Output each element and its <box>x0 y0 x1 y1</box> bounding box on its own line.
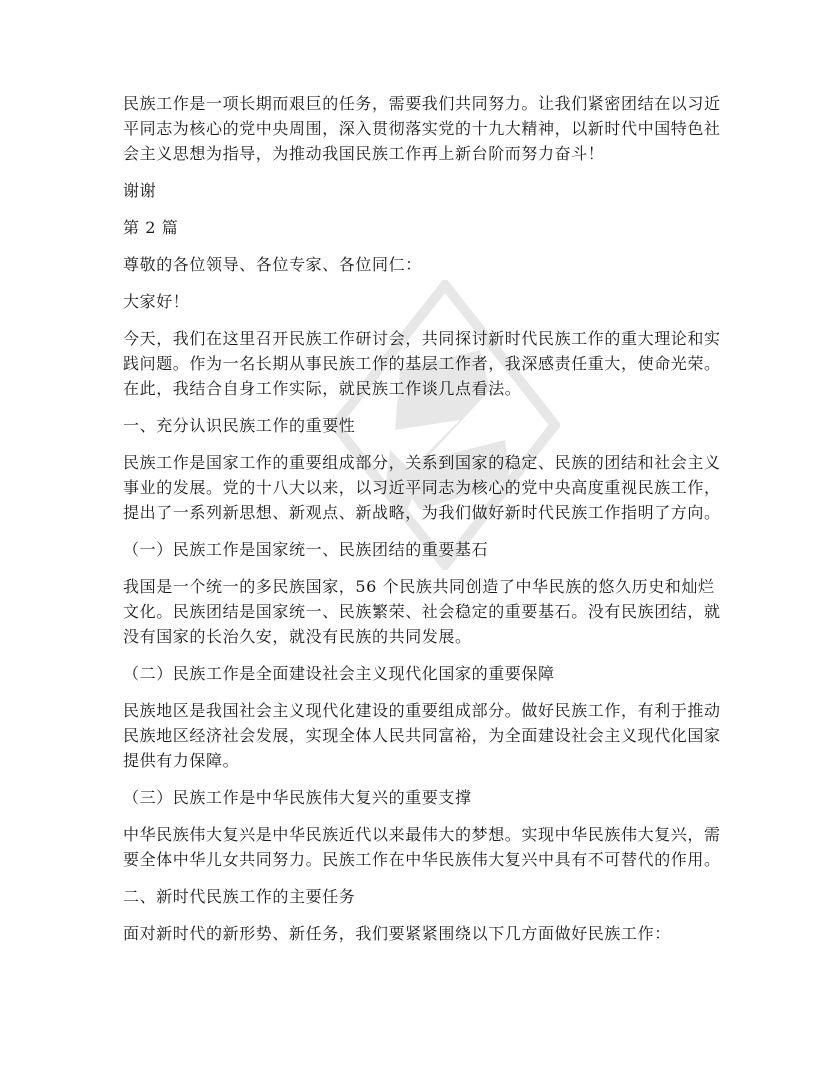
body-paragraph <box>123 921 709 946</box>
closing-text <box>123 178 709 203</box>
text-line: 平同志为核心的党中央周围，深入贯彻落实党的十九大精神，以新时代中国特色社 <box>123 119 721 138</box>
text-line: 二、新时代民族工作的主要任务 <box>123 887 356 906</box>
text-line: 一、充分认识民族工作的重要性 <box>123 416 356 435</box>
text-line: 民族地区是我国社会主义现代化建设的重要组成部分。做好民族工作，有利于推动 <box>123 701 721 720</box>
text-line: （三）民族工作是中华民族伟大复兴的重要支撑 <box>123 788 472 807</box>
text-line: 提供有力保障。 <box>123 751 240 770</box>
text-line: 今天，我们在这里召开民族工作研讨会，共同探讨新时代民族工作的重大理论和实 <box>123 329 721 348</box>
text-line: 面对新时代的新形势、新任务，我们要紧紧围绕以下几方面做好民族工作： <box>123 924 671 943</box>
text-line: （一）民族工作是国家统一、民族团结的重要基石 <box>123 540 489 559</box>
salutation <box>123 252 709 277</box>
text-line: 提出了一系列新思想、新观点、新战略，为我们做好新时代民族工作指明了方向。 <box>123 503 721 522</box>
body-paragraph <box>123 91 721 166</box>
text-line: 中华民族伟大复兴是中华民族近代以来最伟大的梦想。实现中华民族伟大复兴，需 <box>123 825 721 844</box>
body-paragraph <box>123 822 721 872</box>
section-heading <box>123 884 709 909</box>
body-paragraph <box>123 574 721 649</box>
body-paragraph <box>123 450 721 525</box>
article-number-title <box>123 215 709 240</box>
body-paragraph <box>123 698 721 773</box>
subsection-heading <box>123 785 709 810</box>
subsection-heading <box>123 661 709 686</box>
text-line: 文化。民族团结是国家统一、民族繁荣、社会稳定的重要基石。没有民族团结，就 <box>123 602 721 621</box>
text-line: 尊敬的各位领导、各位专家、各位同仁： <box>123 255 422 274</box>
text-line: 第 2 篇 <box>123 218 179 237</box>
text-line: 要全体中华儿女共同努力。民族工作在中华民族伟大复兴中具有不可替代的作用。 <box>123 850 721 869</box>
text-line: 我国是一个统一的多民族国家，56 个民族共同创造了中华民族的悠久历史和灿烂 <box>123 577 715 596</box>
text-line: 事业的发展。党的十八大以来，以习近平同志为核心的党中央高度重视民族工作， <box>123 478 721 497</box>
text-line: 民族工作是一项长期而艰巨的任务，需要我们共同努力。让我们紧密团结在以习近 <box>123 94 721 113</box>
document-body <box>123 91 721 958</box>
text-line: 民族地区经济社会发展，实现全体人民共同富裕，为全面建设社会主义现代化国家 <box>123 726 721 745</box>
text-line: （二）民族工作是全面建设社会主义现代化国家的重要保障 <box>123 664 555 683</box>
text-line: 会主义思想为指导，为推动我国民族工作再上新台阶而努力奋斗！ <box>123 144 605 163</box>
subsection-heading <box>123 537 709 562</box>
text-line: 没有国家的长治久安，就没有民族的共同发展。 <box>123 627 472 646</box>
text-line: 践问题。作为一名长期从事民族工作的基层工作者，我深感责任重大，使命光荣。 <box>123 354 721 373</box>
greeting <box>123 289 709 314</box>
text-line: 谢谢 <box>123 181 157 200</box>
body-paragraph <box>123 326 721 401</box>
text-line: 民族工作是国家工作的重要组成部分，关系到国家的稳定、民族的团结和社会主义 <box>123 453 721 472</box>
section-heading <box>123 413 709 438</box>
text-line: 在此，我结合自身工作实际，就民族工作谈几点看法。 <box>123 379 522 398</box>
text-line: 大家好！ <box>123 292 190 311</box>
